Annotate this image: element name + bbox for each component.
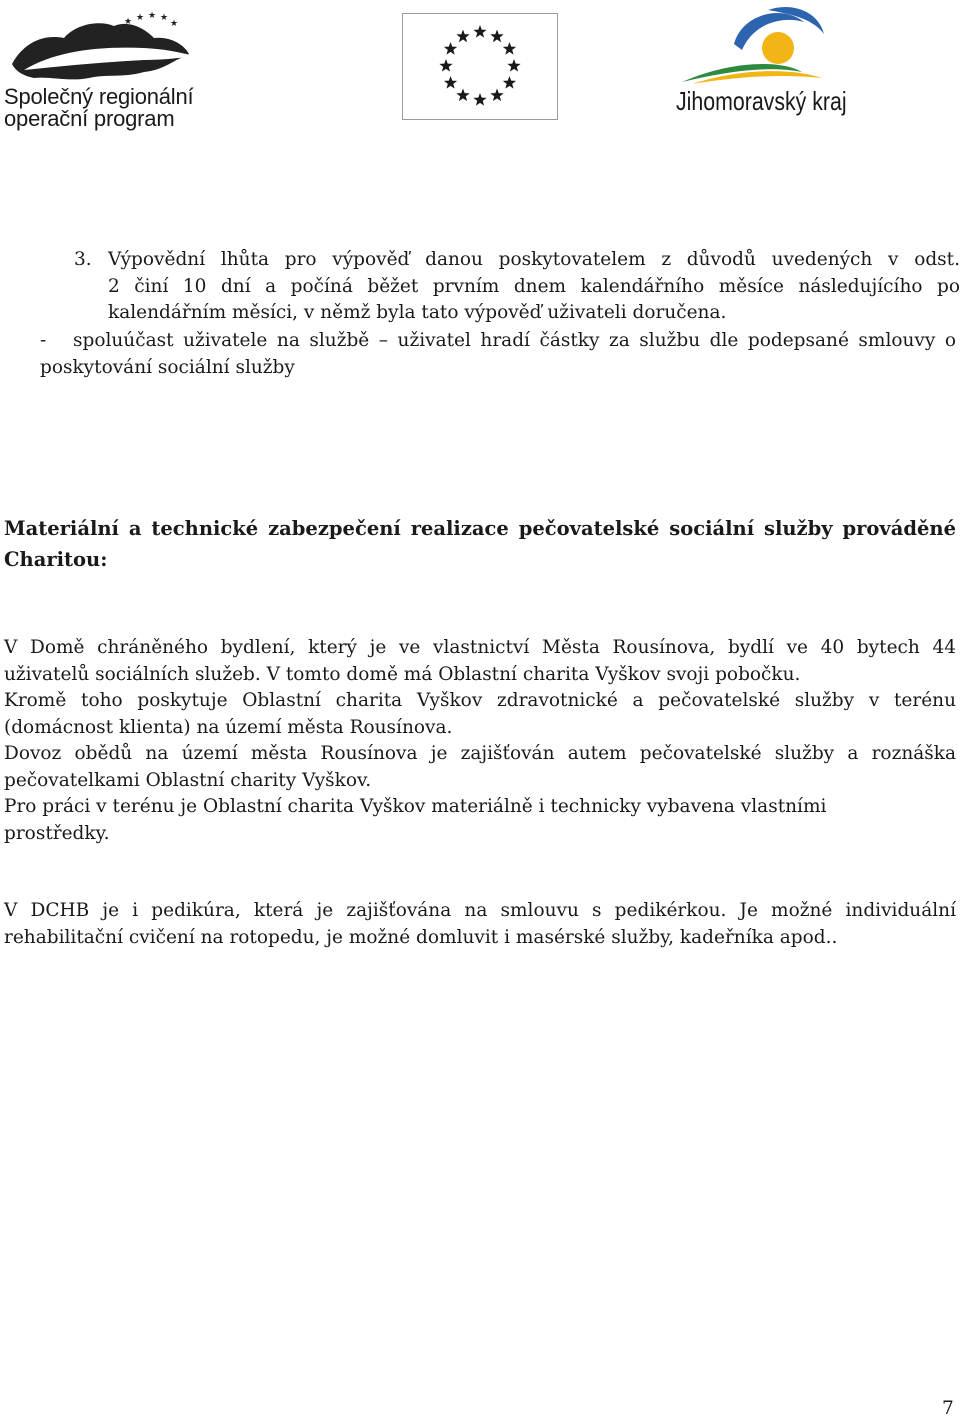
svg-text:★: ★ <box>160 13 169 23</box>
svg-text:★: ★ <box>124 17 133 27</box>
srop-logo-line2: operační program <box>4 106 175 131</box>
text-line: prostředky. <box>4 822 110 844</box>
paragraph-services <box>4 898 956 951</box>
eu-flag <box>402 13 558 120</box>
eu-star-icon <box>444 76 457 89</box>
text-line: V Domě chráněného bydlení, který je ve vlastnictví Města Rousínova, bydlí ve 40 bytech 44 <box>4 637 956 658</box>
jmk-logo <box>672 4 894 122</box>
jmk-emblem-icon <box>672 4 894 86</box>
srop-logo-text <box>4 86 193 130</box>
section-heading: Materiální a technické zabezpečení realizace pečovatelské sociální služby prováděné Charitou: <box>4 517 956 571</box>
eu-star-icon <box>456 88 469 101</box>
list-item-dash: - <box>40 330 47 351</box>
eu-star-icon <box>444 42 457 55</box>
text-line: V DCHB je i pedikúra, která je zajišťována na smlouvu s pedikérkou. Je možné individuální <box>4 900 956 921</box>
jmk-logo-text: Jihomoravský kraj <box>676 86 847 116</box>
text-line: Výpovědní lhůta pro výpověď danou poskytovatelem z důvodů uvedených v odst. <box>108 249 960 270</box>
page-number: 7 <box>942 1398 954 1419</box>
srop-logo <box>4 12 219 131</box>
eu-star-icon <box>490 88 503 101</box>
eu-stars-icon <box>403 14 557 119</box>
text-line: pečovatelkami Oblastní charity Vyškov. <box>4 769 372 791</box>
paragraph-facilities <box>4 635 956 847</box>
srop-logo-line1: Společný regionální <box>4 84 194 109</box>
eu-star-icon <box>456 30 469 43</box>
text-line: 2 činí 10 dní a počíná běžet prvním dnem kalendářního měsíce následujícího po <box>108 275 960 297</box>
text-line: Kromě toho poskytuje Oblastní charita Vyškov zdravotnické a pečovatelské služby v terénu <box>4 690 956 711</box>
eu-star-icon <box>473 93 486 106</box>
text-line: Dovoz obědů na území města Rousínova je zajišťován autem pečovatelské služby a roznáška <box>4 743 956 764</box>
text-line: rehabilitační cvičení na rotopedu, je možné domluvit i masérské služby, kadeřníka apod.. <box>4 926 838 948</box>
list-item-number: 3. <box>74 249 92 270</box>
svg-text:★: ★ <box>136 13 145 23</box>
text-line: kalendářním měsíci, v němž byla tato výpověď uživateli doručena. <box>108 302 727 323</box>
eu-star-icon <box>439 59 452 72</box>
eu-star-icon <box>490 30 503 43</box>
czech-map-icon <box>4 12 219 87</box>
dash-list-item <box>40 328 956 381</box>
text-line: uživatelů sociálních služeb. V tomto domě má Oblastní charita Vyškov svoji pobočku. <box>4 663 801 685</box>
svg-text:★: ★ <box>148 12 157 21</box>
eu-star-icon <box>503 42 516 55</box>
svg-text:★: ★ <box>170 19 179 29</box>
text-line: Pro práci v terénu je Oblastní charita Vyškov materiálně i technicky vybavena vlastními <box>4 796 827 817</box>
list-item-text <box>108 247 960 327</box>
eu-star-icon <box>503 76 516 89</box>
text-line: (domácnost klienta) na území města Rousínova. <box>4 716 453 738</box>
list-item-text: spoluúčast uživatele na službě – uživatel hradí částky za službu dle podepsané smlouvy o poskytování sociální služby <box>40 330 956 378</box>
eu-star-icon <box>507 59 520 72</box>
eu-star-icon <box>473 25 486 38</box>
